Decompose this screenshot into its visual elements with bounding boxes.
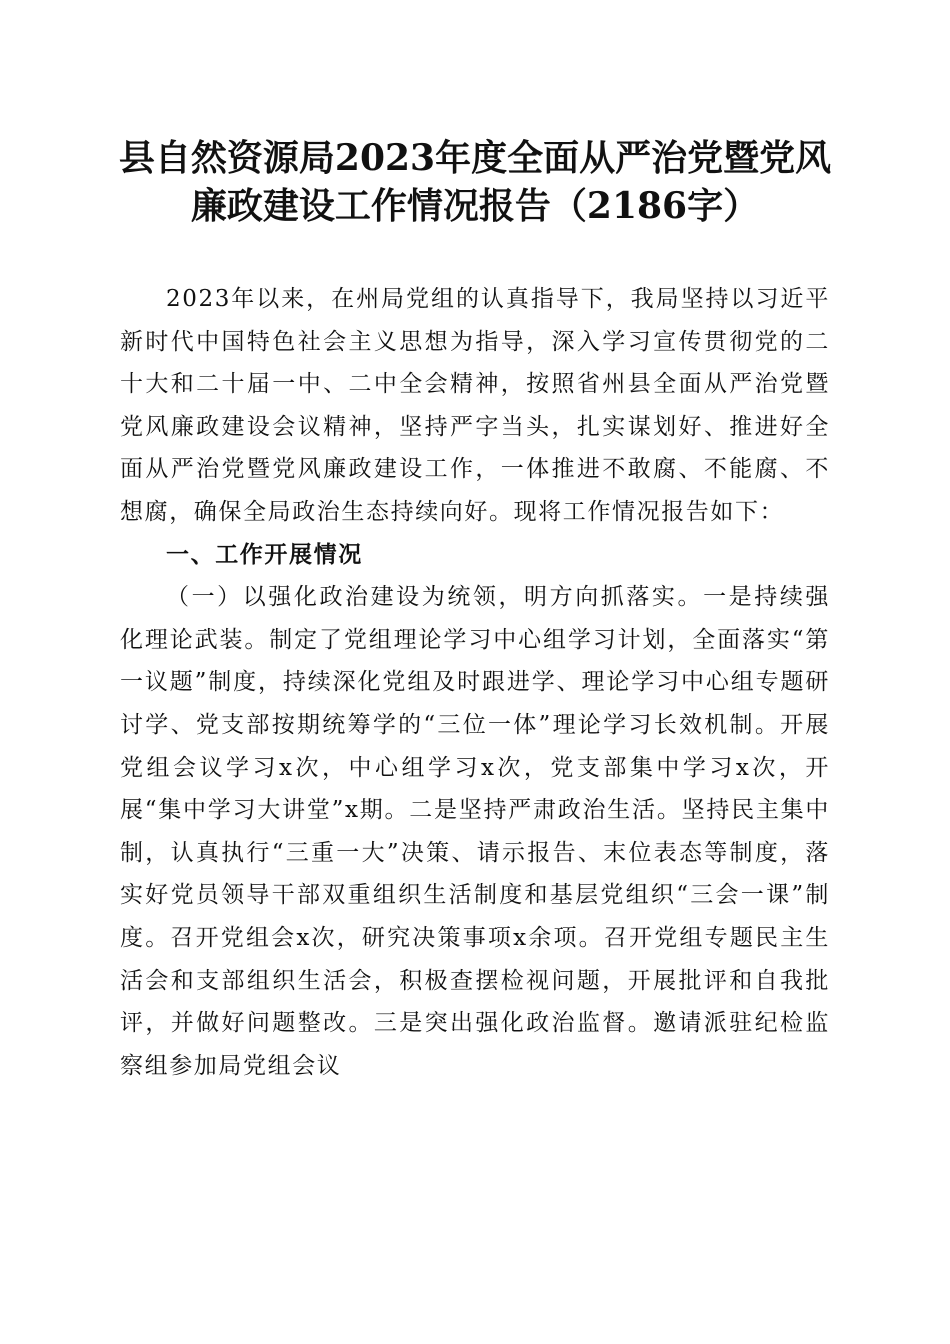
document-title-line-2: 廉政建设工作情况报告（2186字）: [190, 185, 760, 227]
document-title-line-1: 县自然资源局2023年度全面从严治党暨党风: [118, 137, 832, 179]
section-heading: 一、工作开展情况: [166, 541, 363, 568]
section-paragraph: （一）以强化政治建设为统领，明方向抓落实。一是持续强化理论武装。制定了党组理论学习中心组学习计划，全面落实“第一议题”制度，持续深化党组及时跟进学、理论学习中心组专题研讨学、党支部按期统筹学的“三位一体”理论学习长效机制。开展党组会议学习x次，中心组学习x次，党支部集中学习x次，开展“集中学习大讲堂”x期。二是坚持严肃政治生活。坚持民主集中制，认真执行“三重一大”决策、请示报告、末位表态等制度，落实好党员领导干部双重组织生活制度和基层党组织“三会一课”制度。召开党组会x次，研究决策事项x余项。召开党组专题民主生活会和支部组织生活会，积极查摆检视问题，开展批评和自我批评，并做好问题整改。三是突出强化政治监督。邀请派驻纪检监察组参加局党组会议: [120, 584, 830, 1079]
document-body: [120, 278, 830, 1087]
intro-paragraph: 2023年以来，在州局党组的认真指导下，我局坚持以习近平新时代中国特色社会主义思想为指导，深入学习宣传贯彻党的二十大和二十届一中、二中全会精神，按照省州县全面从严治党暨党风廉政建设会议精神，坚持严字当头，扎实谋划好、推进好全面从严治党暨党风廉政建设工作，一体推进不敢腐、不能腐、不想腐，确保全局政治生态持续向好。现将工作情况报告如下：: [120, 286, 830, 525]
